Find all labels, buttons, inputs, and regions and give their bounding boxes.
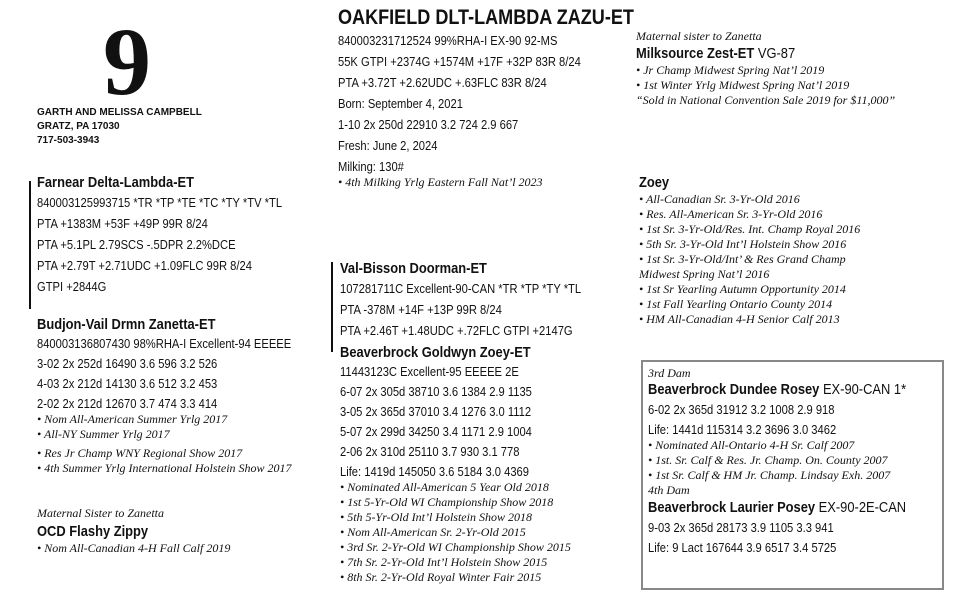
dam-line: 3-02 2x 252d 16490 3.6 596 3.2 526 [37, 356, 218, 371]
sister1-label: Maternal sister to Zanetta [636, 29, 762, 43]
thirddam-note: • Nominated All-Ontario 4-H Sr. Calf 2007 [648, 438, 855, 452]
sister2-label: Maternal Sister to Zanetta [37, 506, 164, 520]
pedigree-bracket [29, 181, 31, 309]
sister2-note: • Nom All-Canadian 4-H Fall Calf 2019 [37, 541, 231, 555]
main-line: 55K GTPI +2374G +1574M +17F +32P 83R 8/24 [338, 54, 581, 69]
dam-name: Budjon-Vail Drmn Zanetta-ET [37, 316, 216, 333]
dam-note: • Res Jr Champ WNY Regional Show 2017 [37, 446, 243, 460]
granddam-note: • Nom All-American Sr. 2-Yr-Old 2015 [340, 525, 526, 539]
main-line: PTA +3.72T +2.62UDC +.63FLC 83R 8/24 [338, 75, 547, 90]
sister1-note: “Sold in National Convention Sale 2019 for $11,000” [636, 93, 896, 107]
thirddam-heading [648, 381, 906, 399]
dam-note: • Nom All-American Summer Yrlg 2017 [37, 412, 228, 426]
dam-line: 840003136807430 98%RHA-I Excellent-94 EEEEE [37, 336, 292, 351]
dam-note: • 4th Summer Yrlg International Holstein Show 2017 [37, 461, 292, 475]
main-animal [338, 6, 682, 190]
sire-line: GTPI +2844G [37, 279, 107, 294]
thirddam-line: 6-02 2x 365d 31912 3.2 1008 2.9 918 [648, 402, 835, 417]
fourthdam-heading [648, 499, 906, 517]
mgs-line: PTA +2.46T +1.48UDC +.72FLC GTPI +2147G [340, 323, 573, 338]
granddam-name: Beaverbrock Goldwyn Zoey-ET [340, 344, 531, 361]
dam-line: 4-03 2x 212d 14130 3.6 512 3.2 453 [37, 376, 218, 391]
thirddam-name: Beaverbrock Dundee Rosey [648, 381, 820, 398]
granddam-note: • 3rd Sr. 2-Yr-Old WI Championship Show 2015 [340, 540, 571, 554]
granddam-line: 5-07 2x 299d 34250 3.4 1171 2.9 1004 [340, 424, 532, 439]
owner-city: GRATZ, PA 17030 [37, 121, 120, 132]
sister1-name: Milksource Zest-ET [636, 45, 755, 62]
dam-block [37, 316, 333, 476]
fourthdam-name: Beaverbrock Laurier Posey [648, 499, 816, 516]
sister2-block [37, 506, 230, 556]
main-stats [338, 33, 682, 175]
main-line: Fresh: June 2, 2024 [338, 138, 438, 153]
main-line: Born: September 4, 2021 [338, 96, 463, 111]
fourthdam-score: EX-90-2E-CAN [815, 499, 907, 516]
thirddam-note: • 1st. Sr. Calf & Res. Jr. Champ. On. County 2007 [648, 453, 888, 467]
zoey-note: • 1st Sr. 3-Yr-Old/Int’ & Res Grand Champ [639, 252, 846, 266]
zoey-block [639, 174, 860, 327]
mgs-name: Val-Bisson Doorman-ET [340, 260, 487, 277]
sister1-block [636, 29, 895, 108]
sister1-note: • 1st Winter Yrlg Midwest Spring Nat’l 2019 [636, 78, 850, 92]
zoey-note: • 1st Fall Yearling Ontario County 2014 [639, 297, 833, 311]
mgs-line: PTA -378M +14F +13P 99R 8/24 [340, 302, 502, 317]
sister1-note: • Jr Champ Midwest Spring Nat’l 2019 [636, 63, 825, 77]
sister1-score: VG-87 [754, 45, 796, 62]
zoey-note: • All-Canadian Sr. 3-Yr-Old 2016 [639, 192, 800, 206]
owner-info [37, 106, 202, 148]
page-title: OAKFIELD DLT-LAMBDA ZAZU-ET [338, 6, 634, 29]
granddam-note: • 7th Sr. 2-Yr-Old Int’l Holstein Show 2015 [340, 555, 548, 569]
mgs-line: 107281711C Excellent-90-CAN *TR *TP *TY *TL [340, 281, 582, 296]
zoey-note: • Res. All-American Sr. 3-Yr-Old 2016 [639, 207, 823, 221]
zoey-note: • 1st Sr Yearling Autumn Opportunity 2014 [639, 282, 846, 296]
granddam-line: Life: 1419d 145050 3.6 5184 3.0 4369 [340, 464, 529, 479]
fourthdam-line: 9-03 2x 365d 28173 3.9 1105 3.3 941 [648, 520, 834, 535]
main-line: 1-10 2x 250d 22910 3.2 724 2.9 667 [338, 117, 519, 132]
thirddam-score: EX-90-CAN 1* [819, 381, 907, 398]
granddam-line: 3-05 2x 365d 37010 3.4 1276 3.0 1112 [340, 404, 532, 419]
sire-line: PTA +5.1PL 2.79SCS -.5DPR 2.2%DCE [37, 237, 236, 252]
lot-number: 9 [103, 8, 151, 115]
granddam-block [340, 344, 571, 585]
owner-names: GARTH AND MELISSA CAMPBELL [37, 107, 202, 118]
thirddam-block [648, 366, 948, 556]
zoey-note: • 5th Sr. 3-Yr-Old Int’l Holstein Show 2016 [639, 237, 847, 251]
sire-line: 840003125993715 *TR *TP *TE *TC *TY *TV *TL [37, 195, 283, 210]
granddam-line: 2-06 2x 310d 25110 3.7 930 3.1 778 [340, 444, 520, 459]
mgs-block [340, 260, 620, 339]
zoey-note: • 1st Sr. 3-Yr-Old/Res. Int. Champ Royal 2016 [639, 222, 861, 236]
zoey-note: Midwest Spring Nat’l 2016 [639, 267, 770, 281]
fourthdam-label: 4th Dam [648, 483, 690, 497]
dam-line: 2-02 2x 212d 12670 3.7 474 3.3 414 [37, 396, 218, 411]
granddam-note: • 8th Sr. 2-Yr-Old Royal Winter Fair 2015 [340, 570, 542, 584]
granddam-note: • Nominated All-American 5 Year Old 2018 [340, 480, 549, 494]
sister2-name: OCD Flashy Zippy [37, 523, 149, 540]
main-line: Milking: 130# [338, 159, 404, 174]
granddam-line: 6-07 2x 305d 38710 3.6 1384 2.9 1135 [340, 384, 532, 399]
pedigree-bracket [331, 262, 333, 352]
granddam-note: • 5th 5-Yr-Old Int’l Holstein Show 2018 [340, 510, 532, 524]
sire-line: PTA +2.79T +2.71UDC +1.09FLC 99R 8/24 [37, 258, 252, 273]
main-note: • 4th Milking Yrlg Eastern Fall Nat’l 2023 [338, 175, 543, 189]
sister1-heading [636, 45, 859, 63]
zoey-name: Zoey [639, 174, 670, 191]
fourthdam-line: Life: 9 Lact 167644 3.9 6517 3.4 5725 [648, 540, 837, 555]
granddam-line: 11443123C Excellent-95 EEEEE 2E [340, 364, 519, 379]
sire-line: PTA +1383M +53F +49P 99R 8/24 [37, 216, 208, 231]
owner-phone: 717-503-3943 [37, 135, 100, 146]
zoey-note: • HM All-Canadian 4-H Senior Calf 2013 [639, 312, 840, 326]
sire-block [37, 174, 322, 295]
thirddam-label: 3rd Dam [648, 366, 691, 380]
granddam-note: • 1st 5-Yr-Old WI Championship Show 2018 [340, 495, 554, 509]
sire-name: Farnear Delta-Lambda-ET [37, 174, 194, 191]
thirddam-note: • 1st Sr. Calf & HM Jr. Champ. Lindsay Exh. 2007 [648, 468, 891, 482]
thirddam-line: Life: 1441d 115314 3.2 3696 3.0 3462 [648, 422, 837, 437]
main-line: 840003231712524 99%RHA-I EX-90 92-MS [338, 33, 558, 48]
dam-note: • All-NY Summer Yrlg 2017 [37, 427, 170, 441]
